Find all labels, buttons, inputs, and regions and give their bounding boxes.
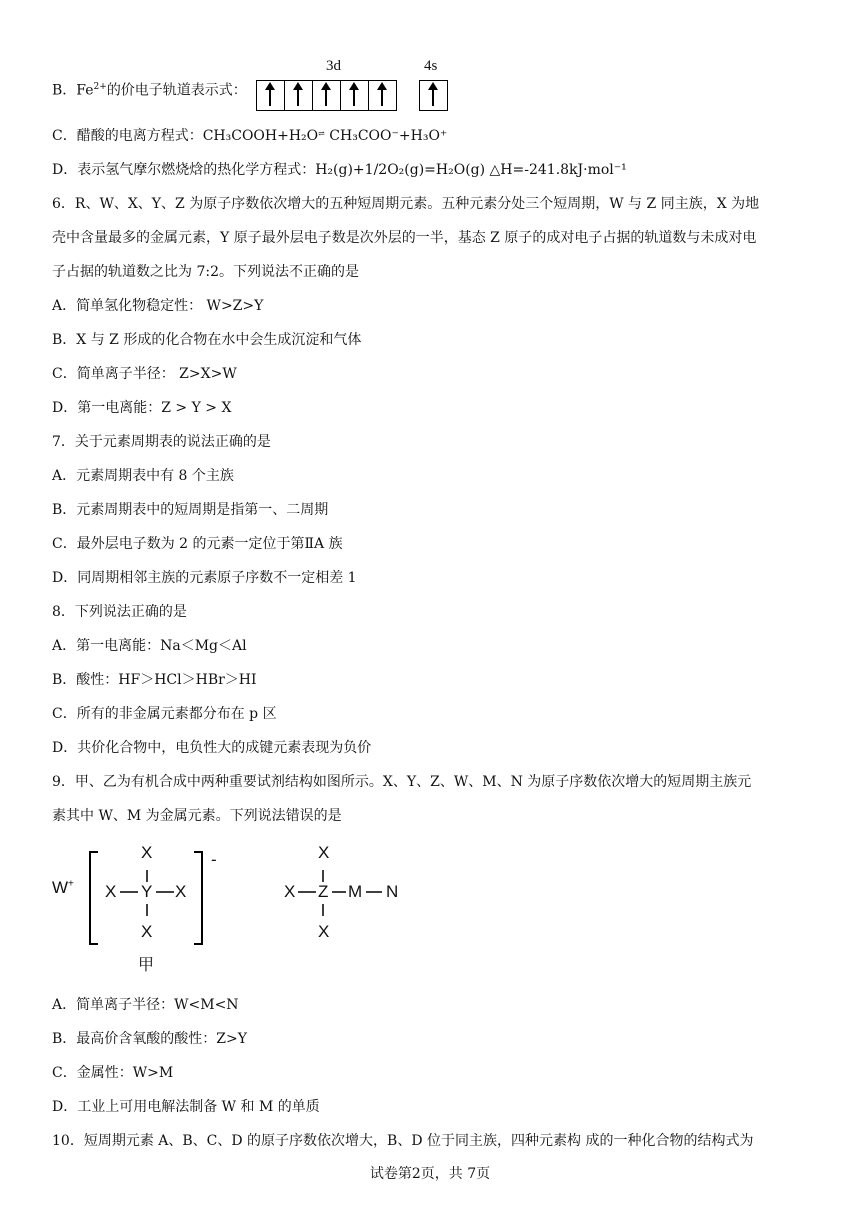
spin-up-arrow-icon — [269, 85, 271, 106]
q6-option-b: B．X 与 Z 形成的化合物在水中会生成沉淀和气体 — [52, 332, 362, 348]
struct1-bottom: X — [141, 922, 153, 941]
page-footer: 试卷第2页，共 7页 — [369, 1166, 491, 1182]
struct1-cation: W+ — [52, 878, 74, 897]
q8-option-b: B．酸性：HF＞HCl＞HBr＞HI — [52, 672, 257, 688]
struct2-left: X — [284, 882, 296, 901]
orbital-box — [369, 81, 396, 110]
orbital-box — [257, 81, 285, 110]
q6-stem-line3: 子占据的轨道数之比为 7:2。下列说法不正确的是 — [52, 264, 359, 280]
q6-option-c: C．简单离子半径： Z>X>W — [52, 366, 237, 382]
orbital-box — [313, 81, 341, 110]
struct1-caption: 甲 — [138, 955, 155, 974]
q8-option-a: A．第一电离能：Na＜Mg＜Al — [52, 638, 247, 654]
struct1-left: X — [105, 882, 117, 901]
q7-stem: 7．关于元素周期表的说法正确的是 — [52, 434, 271, 450]
struct1-anion-charge: - — [211, 850, 217, 869]
q9-stem-line1: 9．甲、乙为有机合成中两种重要试剂结构如图所示。X、Y、Z、W、M、N 为原子序数依次增大的短周期主族元 — [52, 774, 752, 790]
q10-stem-line1: 10．短周期元素 A、B、C、D 的原子序数依次增大，B、D 位于同主族，四种元素构 成的一种化合物的结构式为 — [52, 1133, 754, 1149]
option-d-combustion: D．表示氢气摩尔燃烧焓的热化学方程式：H₂(g)+1/2O₂(g)=H₂O(g) △H=-241.8kJ·mol⁻¹ — [52, 162, 627, 178]
orbital-3d-boxes — [256, 80, 397, 111]
q8-option-d: D．共价化合物中，电负性大的成键元素表现为负价 — [52, 740, 372, 756]
q7-option-c: C．最外层电子数为 2 的元素一定位于第ⅡA 族 — [52, 536, 343, 552]
orbital-box — [420, 81, 447, 110]
q7-option-a: A．元素周期表中有 8 个主族 — [52, 468, 234, 484]
spin-up-arrow-icon — [432, 85, 434, 106]
struct2-center: Z — [318, 882, 329, 901]
orbital-4s-box — [419, 80, 448, 111]
q9-option-a: A．简单离子半径：W<M<N — [52, 997, 239, 1013]
q7-option-d: D．同周期相邻主族的元素原子序数不一定相差 1 — [52, 570, 357, 586]
option-c-acetic-acid: C．醋酸的电离方程式：CH₃COOH+H₂O⇌ CH₃COO⁻+H₃O⁺ — [52, 128, 448, 144]
q6-stem-line2: 壳中含量最多的金属元素，Y 原子最外层电子数是次外层的一半，基态 Z 原子的成对电子占据的轨道数与未成对电 — [52, 230, 757, 246]
struct1-right: X — [175, 882, 187, 901]
struct1-top: X — [141, 843, 153, 862]
orbital-box — [285, 81, 313, 110]
q9-stem-line2: 素其中 W、M 为金属元素。下列说法错误的是 — [52, 808, 342, 824]
label-3d: 3d — [326, 58, 341, 74]
q6-stem-line1: 6．R、W、X、Y、Z 为原子序数依次增大的五种短周期元素。五种元素分处三个短周期，W 与 Z 同主族，X 为地 — [52, 196, 760, 212]
label-4s: 4s — [424, 58, 438, 74]
struct2-n: N — [386, 882, 399, 901]
q7-option-b: B．元素周期表中的短周期是指第一、二周期 — [52, 502, 329, 518]
q9-option-d: D．工业上可用电解法制备 W 和 M 的单质 — [52, 1099, 320, 1115]
spin-up-arrow-icon — [297, 85, 299, 106]
spin-up-arrow-icon — [325, 85, 327, 106]
equilibrium-arrow-icon: ⇌ — [318, 129, 325, 138]
q6-option-d: D．第一电离能：Z > Y > X — [52, 400, 232, 416]
q9-option-c: C．金属性：W>M — [52, 1065, 174, 1081]
struct1-center: Y — [141, 882, 153, 901]
struct2-bottom: X — [318, 922, 330, 941]
struct2-top: X — [318, 843, 330, 862]
spin-up-arrow-icon — [353, 85, 355, 106]
q8-option-c: C．所有的非金属元素都分布在 p 区 — [52, 706, 277, 722]
q9-option-b: B．最高价含氧酸的酸性：Z>Y — [52, 1031, 247, 1047]
struct2-m: M — [348, 882, 363, 901]
spin-up-arrow-icon — [381, 85, 383, 106]
q6-option-a: A．简单氢化物稳定性： W>Z>Y — [52, 298, 264, 314]
option-b-fe-orbital: B．$Fe^{2+}$的价电子轨道表示式： — [52, 82, 247, 99]
orbital-box — [341, 81, 369, 110]
q8-stem: 8．下列说法正确的是 — [52, 604, 187, 620]
